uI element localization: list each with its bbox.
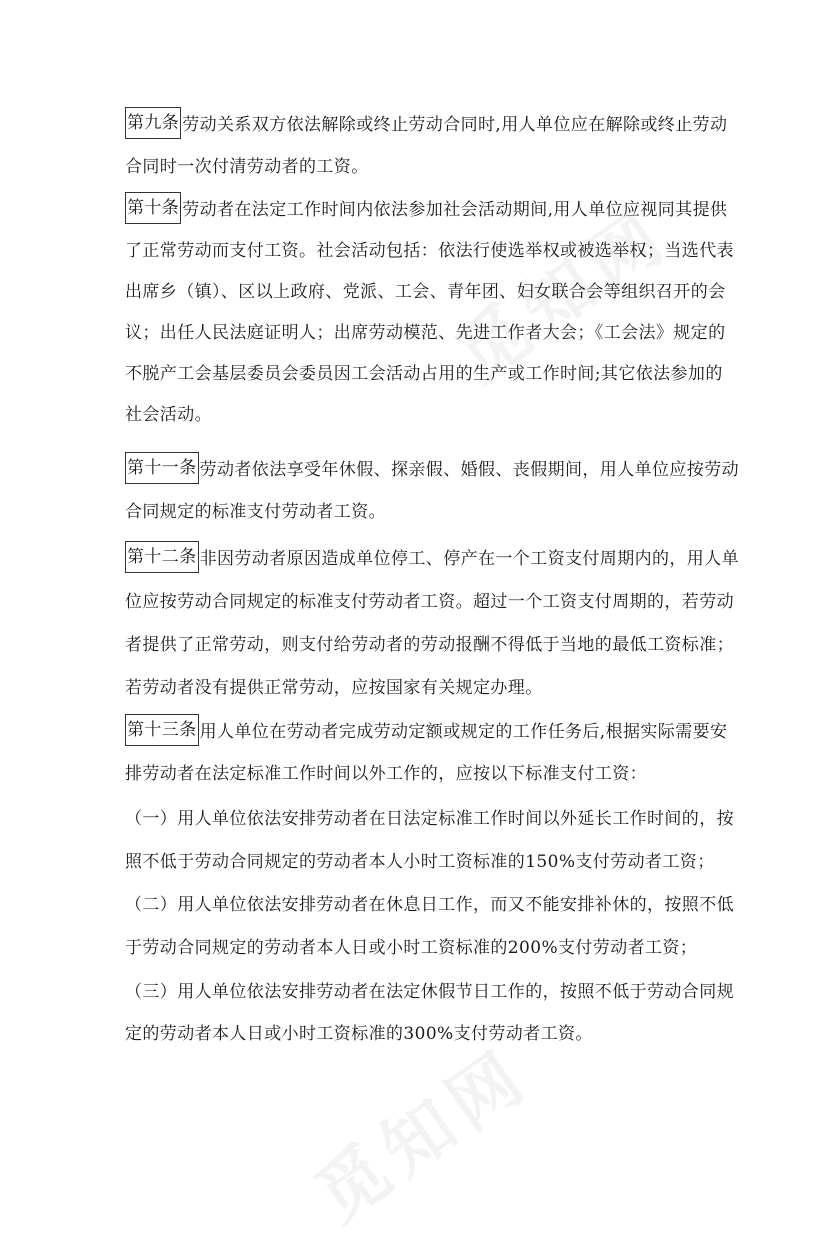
item-text: （三）用人单位依法安排劳动者在法定休假节日工作的，按照不低于劳动合同规 [125, 982, 734, 1002]
article-text: 劳动关系双方依法解除或终止劳动合同时,用人单位应在解除或终止劳动 [182, 115, 728, 135]
article-text: 合同规定的标准支付劳动者工资。 [125, 502, 386, 522]
article-first-line [125, 107, 727, 143]
item-text: 照不低于劳动合同规定的劳动者本人小时工资标准的150%支付劳动者工资； [125, 852, 715, 872]
article-text: 排劳动者在法定标准工作时间以外工作的，应按以下标准支付工资： [125, 764, 647, 784]
article-text: 若劳动者没有提供正常劳动，应按国家有关规定办理。 [125, 678, 543, 698]
article-first-line [125, 714, 727, 750]
item-text: 定的劳动者本人日或小时工资标准的300%支付劳动者工资。 [125, 1024, 593, 1044]
article-text: 了正常劳动而支付工资。社会活动包括：依法行使选举权或被选举权；当选代表 [125, 241, 734, 261]
article-text: 者提供了正常劳动，则支付给劳动者的劳动报酬不得低于当地的最低工资标准； [125, 635, 734, 655]
item-text: （一）用人单位依法安排劳动者在日法定标准工作时间以外延长工作时间的，按 [125, 809, 734, 829]
article-text: 非因劳动者原因造成单位停工、停产在一个工资支付周期内的，用人单 [199, 549, 740, 569]
article-heading: 第十一条 [125, 452, 199, 484]
article-text: 位应按劳动合同规定的标准支付劳动者工资。超过一个工资支付周期的，若劳动 [125, 592, 734, 612]
article-first-line [125, 541, 739, 577]
item-text: 于劳动合同规定的劳动者本人日或小时工资标准的200%支付劳动者工资； [125, 938, 698, 958]
article-heading: 第十条 [125, 192, 181, 224]
article-first-line [125, 452, 739, 488]
article-heading: 第十二条 [125, 541, 199, 573]
article-text: 合同时一次付清劳动者的工资。 [125, 157, 369, 177]
watermark [293, 1020, 548, 1240]
item-text: （二）用人单位依法安排劳动者在休息日工作，而又不能安排补休的，按照不低 [125, 895, 734, 915]
article-text: 议；出任人民法庭证明人；出席劳动模范、先进工作者大会；《工会法》规定的 [125, 323, 726, 343]
article-text: 用人单位在劳动者完成劳动定额或规定的工作任务后,根据实际需要安 [199, 722, 728, 742]
article-heading: 第十三条 [125, 714, 199, 746]
article-text: 不脱产工会基层委员会委员因工会活动占用的生产或工作时间;其它依法参加的 [125, 364, 723, 384]
article-text: 劳动者依法享受年休假、探亲假、婚假、丧假期间，用人单位应按劳动 [199, 460, 740, 480]
article-text: 劳动者在法定工作时间内依法参加社会活动期间,用人单位应视同其提供 [182, 200, 728, 220]
article-heading: 第九条 [125, 107, 181, 139]
article-text: 社会活动。 [125, 405, 212, 425]
article-first-line [125, 192, 727, 228]
article-text: 出席乡（镇）、区以上政府、党派、工会、青年团、妇女联合会等组织召开的会 [125, 282, 726, 302]
